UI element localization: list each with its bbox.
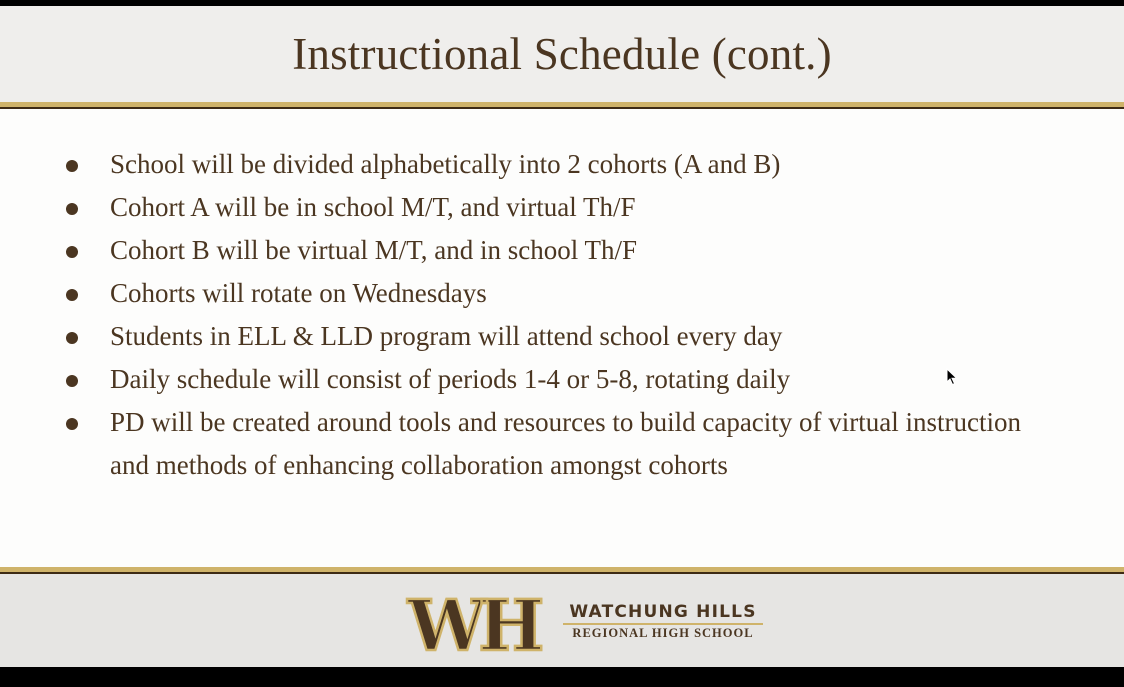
bullet-text: PD will be created around tools and resources to build capacity of virtual instruction and methods of enhancing collaboration amongst cohorts xyxy=(110,407,1021,480)
title-band xyxy=(0,6,1124,102)
bullet-text: Cohorts will rotate on Wednesdays xyxy=(110,278,487,308)
bullet-item xyxy=(60,143,1040,186)
bullet-item xyxy=(60,186,1040,229)
slide-title: Instructional Schedule (cont.) xyxy=(292,29,832,79)
bullet-text: Students in ELL & LLD program will attend school every day xyxy=(110,321,783,351)
bullet-item xyxy=(60,272,1040,315)
bullet-dot-icon xyxy=(66,332,78,344)
bullet-list xyxy=(60,143,1040,487)
bullet-dot-icon xyxy=(66,203,78,215)
bullet-dot-icon xyxy=(66,418,78,430)
bullet-text: School will be divided alphabetically into 2 cohorts (A and B) xyxy=(110,149,781,179)
bullet-item xyxy=(60,401,1040,487)
school-name-line2: REGIONAL HIGH SCHOOL xyxy=(572,626,754,640)
bullet-text: Cohort A will be in school M/T, and virtual Th/F xyxy=(110,192,636,222)
bullet-item xyxy=(60,315,1040,358)
presentation-slide xyxy=(0,6,1124,667)
bullet-item xyxy=(60,229,1040,272)
bullet-text: Cohort B will be virtual M/T, and in school Th/F xyxy=(110,235,637,265)
mouse-cursor-icon xyxy=(946,368,958,386)
wh-logo-text: WH xyxy=(407,584,537,667)
wh-logo-icon xyxy=(407,582,537,667)
slide-footer xyxy=(0,574,1124,667)
bullet-dot-icon xyxy=(66,289,78,301)
slide-content xyxy=(0,109,1124,567)
bullet-dot-icon xyxy=(66,375,78,387)
bullet-dot-icon xyxy=(66,246,78,258)
bullet-text: Daily schedule will consist of periods 1-4 or 5-8, rotating daily xyxy=(110,364,791,394)
school-name xyxy=(563,602,763,641)
bullet-item xyxy=(60,358,1040,401)
bullet-dot-icon xyxy=(66,160,78,172)
school-name-line1: WATCHUNG HILLS xyxy=(563,602,763,625)
